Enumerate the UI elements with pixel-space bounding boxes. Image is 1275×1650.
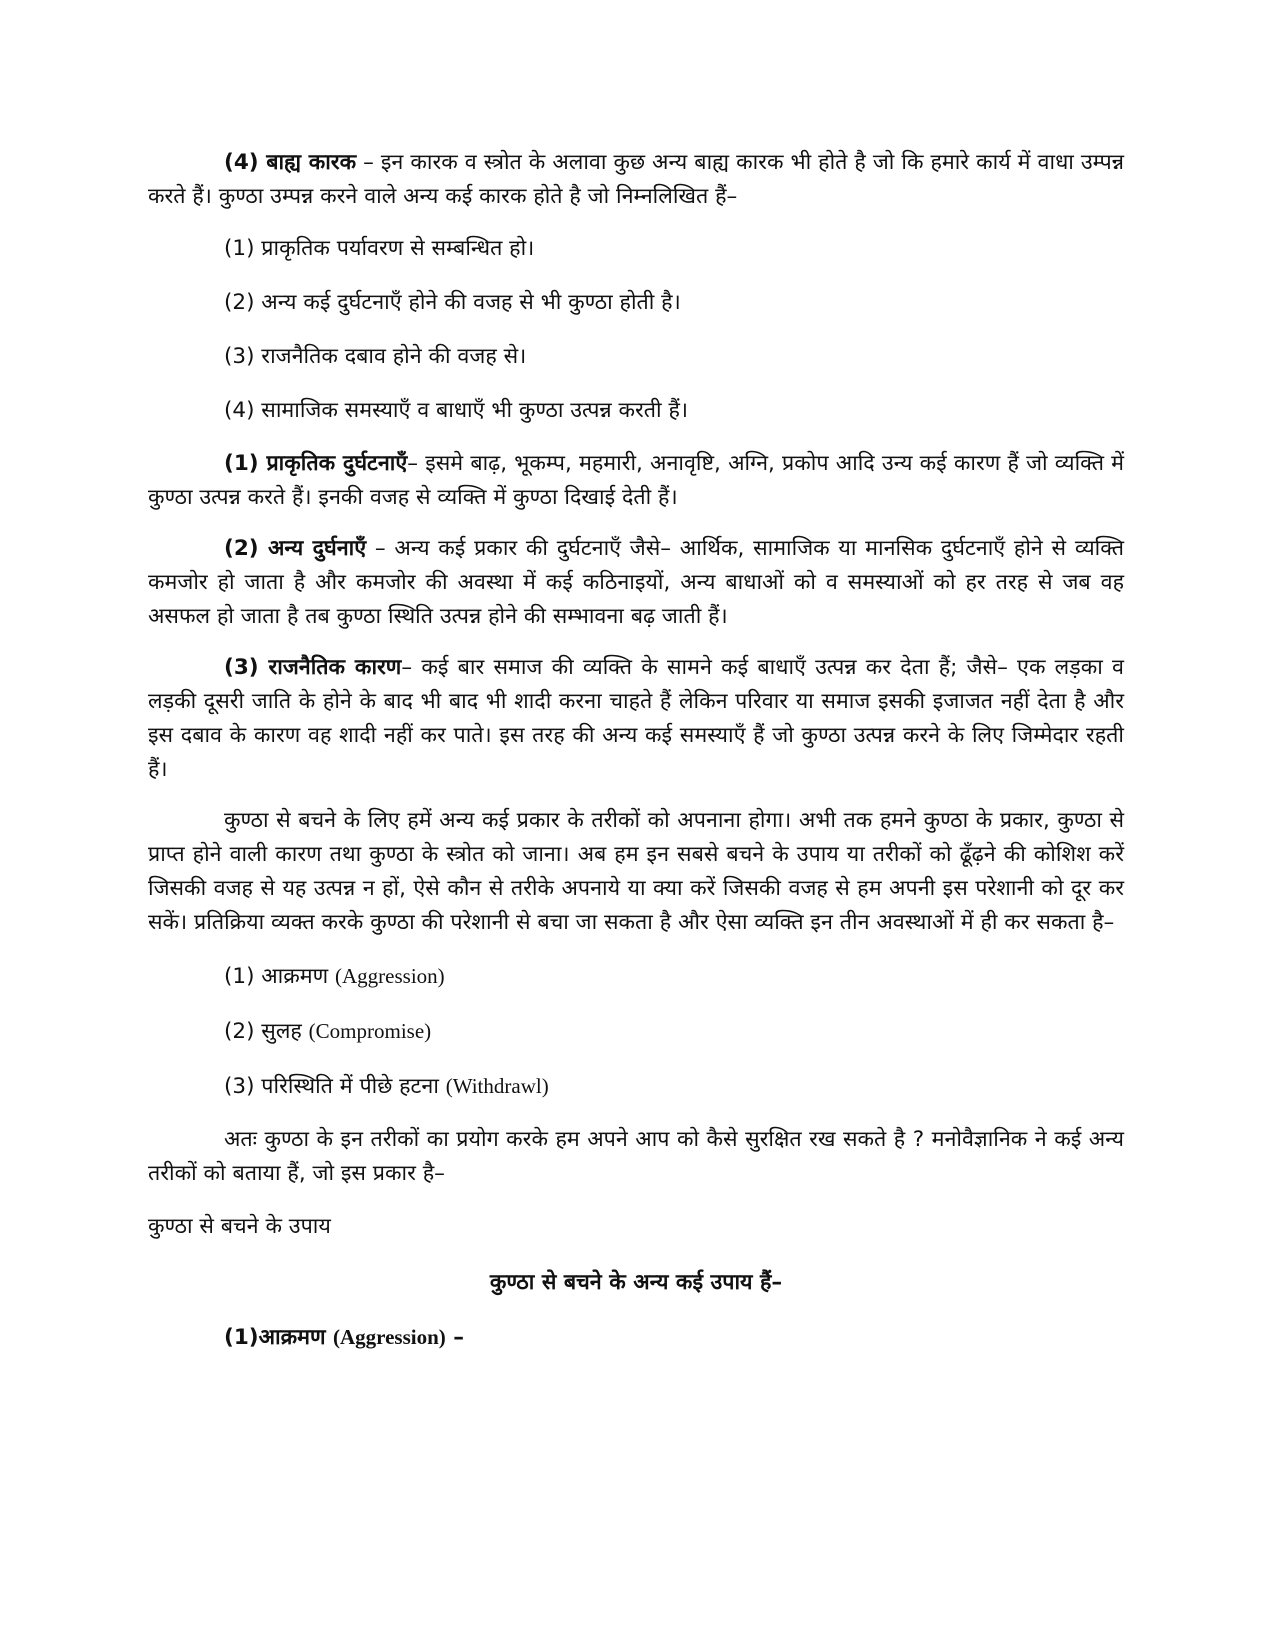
paragraph-other-accidents [148,532,1124,634]
text-other-accidents: – अन्य कई प्रकार की दुर्घटनाएँ जैसे– आर्थिक, सामाजिक या मानसिक दुर्घटनाएँ होने से व्यक्ति कमजोर हो जाता है और कमजोर की अवस्था में कई कठिनाइयों, अन्य बाधाओं को व समस्याओं को हर तरह से जब वह असफल हो जाता है तब कुण्ठा स्थिति उत्पन्न होने की सम्भावना बढ़ जाती हैं। [148,536,1124,629]
heading-suffix: – [445,1325,465,1350]
subheading: कुण्ठा से बचने के उपाय [148,1214,331,1239]
paragraph-political-reasons [148,651,1124,787]
heading-external-factors: (4) बाह्य कारक [224,150,357,175]
method-hindi: (1) आक्रमण [224,964,336,989]
heading-natural-disasters: (1) प्राकृतिक दुर्घटनाएँ [224,451,408,476]
heading-english: (Aggression) [332,1325,446,1349]
paragraph-avoid-frustration: कुण्ठा से बचने के लिए हमें अन्य कई प्रकार के तरीकों को अपनाना होगा। अभी तक हमने कुण्ठा के प्रकार, कुण्ठा से प्राप्त होने वाली कारण तथा कुण्ठा के स्त्रोत को जाना। अब हम इन सबसे बचने के उपाय या तरीकों को ढूँढ़ने की कोशिश करें जिसकी वजह से यह उत्पन्न न हों, ऐसे कौन से तरीके अपनाये या क्या करें जिसकी वजह से हम अपनी इस परेशानी को दूर कर सकें। प्रतिक्रिया व्यक्त करके कुण्ठा की परेशानी से बचा जा सकता है और ऐसा व्यक्ति इन तीन अवस्थाओं में ही कर सकता है– [148,808,1124,935]
text-external-factors: – इन कारक व स्त्रोत के अलावा कुछ अन्य बाह्य कारक भी होते है जो कि हमारे कार्य में वाधा उम्पन्न करते हैं। कुण्ठा उम्पन्न करने वाले अन्य कई कारक होते है जो निम्नलिखित हैं– [148,150,1124,209]
list-item: (3) राजनैतिक दबाव होने की वजह से। [224,344,527,369]
heading-political-reasons: (3) राजनैतिक कारण [224,655,402,680]
list-item: (1) प्राकृतिक पर्यावरण से सम्बन्धित हो। [224,236,535,261]
document-page [148,146,1124,1355]
method-english: (Withdrawl) [445,1074,549,1098]
paragraph-hence: अतः कुण्ठा के इन तरीकों का प्रयोग करके हम अपने आप को कैसे सुरक्षित रख सकते है ? मनोवैज्ञानिक ने कई अन्य तरीकों को बताया हैं, जो इस प्रकार है– [148,1127,1124,1186]
method-hindi: (2) सुलह [224,1019,309,1044]
section-heading-aggression [148,1320,1124,1355]
list-item [148,1069,1124,1104]
paragraph-external-factors [148,146,1124,214]
method-hindi: (3) परिस्थिति में पीछे हटना [224,1074,446,1099]
method-english: (Compromise) [308,1019,432,1043]
list-item: (2) अन्य कई दुर्घटनाएँ होने की वजह से भी कुण्ठा होती है। [224,290,681,315]
method-english: (Aggression) [335,964,445,988]
text-natural-disasters: – इसमे बाढ़, भूकम्प, महमारी, अनावृष्टि, अग्नि, प्रकोप आदि उन्य कई कारण हैं जो व्यक्ति में कुण्ठा उत्पन्न करते हैं। इनकी वजह से व्यक्ति में कुण्ठा दिखाई देती हैं। [148,451,1124,510]
list-item [148,1014,1124,1049]
center-heading: कुण्ठा से बचने के अन्य कई उपाय हैं– [489,1270,783,1295]
list-item: (4) सामाजिक समस्याएँ व बाधाएँ भी कुण्ठा उत्पन्न करती हैं। [224,398,689,423]
list-item [148,959,1124,994]
paragraph-natural-disasters [148,447,1124,515]
heading-other-accidents: (2) अन्य दुर्घनाएँ [224,536,367,561]
heading-hindi: (1)आक्रमण [224,1325,333,1350]
text-political-reasons: – कई बार समाज की व्यक्ति के सामने कई बाधाएँ उत्पन्न कर देता हैं; जैसे– एक लड़का व लड़की दूसरी जाति के होने के बाद भी बाद भी शादी करना चाहते हैं लेकिन परिवार या समाज इसकी इजाजत नहीं देता है और इस दबाव के कारण वह शादी नहीं कर पाते। इस तरह की अन्य कई समस्याएँ हैं जो कुण्ठा उत्पन्न करने के लिए जिम्मेदार रहती हैं। [148,655,1125,782]
